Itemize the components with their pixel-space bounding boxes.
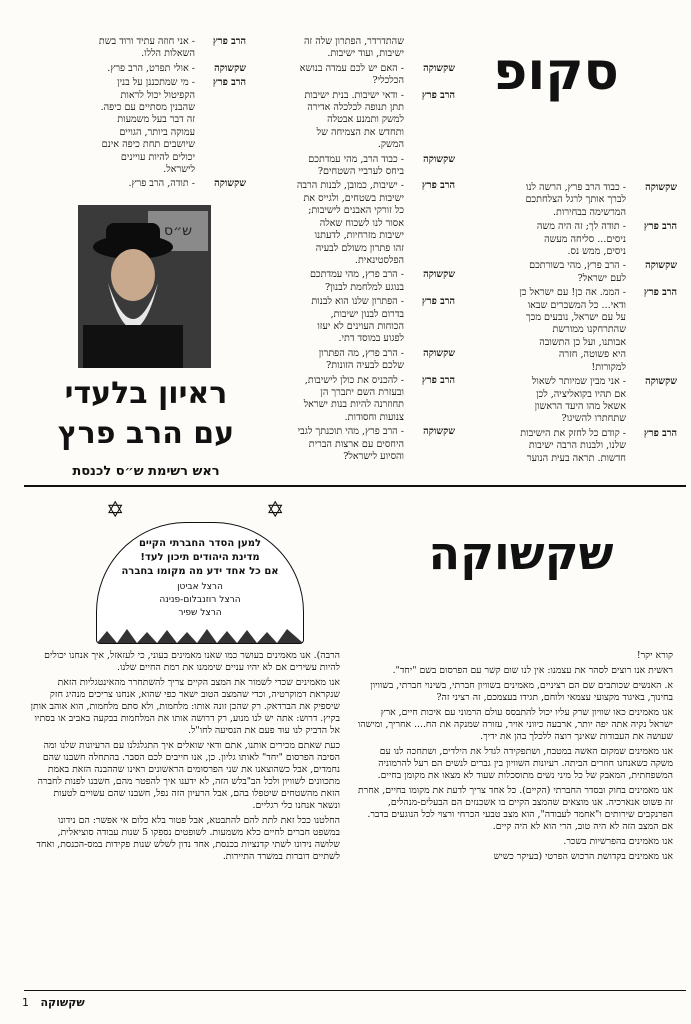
text-line: אם תהיו בקואליציה, לכן <box>536 388 626 400</box>
speaker-text <box>48 77 195 176</box>
interview-exchange <box>247 36 455 61</box>
speaker-label: הרב פרץ <box>643 427 677 439</box>
speaker-label: שקשוקה <box>214 62 246 74</box>
text-line: למשק ותמנע אבטלה <box>327 114 404 126</box>
text-line: המרשימה בבחירות. <box>553 206 626 218</box>
speaker-label: שקשוקה <box>423 269 455 281</box>
interview-exchange <box>48 36 246 61</box>
text-line: - הפתרון שלנו הוא לבנות <box>311 296 404 308</box>
shakshuka-title: שקשוקה <box>428 526 614 580</box>
text-line: בנוגע למלחמת לבנון? <box>324 281 404 293</box>
speaker-label: שקשוקה <box>645 182 677 193</box>
shakshuka-right-column <box>355 650 673 866</box>
speaker-text <box>247 90 404 152</box>
speaker-text <box>469 221 626 258</box>
speaker-text <box>247 296 404 346</box>
interview-exchange <box>247 348 455 373</box>
text-line: שהתדרדר, הפתרון שלה זה <box>303 36 404 47</box>
text-line: שהבנין מסתיים עם כיפה. <box>100 102 195 114</box>
text-line: יכולים להיות עויינים <box>120 151 195 163</box>
interview-headline-2: עם הרב פרץ <box>57 416 235 451</box>
text-line: ישיבות בשטחים, ולגייס את <box>303 192 404 204</box>
speaker-text <box>469 182 626 219</box>
text-line: שהתרחקנו ממורשת <box>552 324 626 336</box>
article-paragraph: ראשית אנו רוצים לסהר את עצמנו: אין לנו שום קשר עם הפרסום בשם "יחד". <box>392 665 673 676</box>
text-line: תתן תנופה לכלכלה אדירה <box>307 102 404 114</box>
page-footer <box>22 996 85 1009</box>
section-divider <box>24 485 686 487</box>
speaker-text <box>48 36 195 61</box>
speaker-text <box>247 269 404 294</box>
interview-exchange <box>247 154 455 179</box>
speaker-label: שקשוקה <box>423 347 455 359</box>
speaker-label: הרב פרץ <box>421 374 455 386</box>
speaker-label: שקשוקה <box>214 178 246 190</box>
text-line: ניסים, ממש נס. <box>567 246 626 258</box>
emblem-line-1: למען הסדר החברתי הקיים <box>138 538 262 549</box>
interview-exchange <box>247 180 455 267</box>
speaker-text <box>469 260 626 285</box>
interview-exchange <box>247 90 455 152</box>
text-line: - אני מבין שמיותר לשאול <box>531 376 626 388</box>
text-line: היא פשוטה, חזרה <box>558 349 626 361</box>
interview-exchange <box>469 376 677 426</box>
interview-exchange <box>48 77 246 176</box>
text-line: הכלכלי? <box>372 75 404 87</box>
text-line: שלנו, ולבנות הרבה ישיבות <box>528 440 626 452</box>
text-line: - ישיבות, כמובן, לבנות הרבה <box>296 180 404 192</box>
text-line: צנועות וחסודות. <box>344 411 404 423</box>
article-paragraph: אנו מאמינים כאו שוויון שרק עליו יכול להתבסס עולם הרמוני עם איכות חיים, ארץ ישראל נקיה אתה יפה יותר, ארבעה כיווני אויר, עזורה שמנקה את הח.... אחריך, ומישהו שעושה את העבודות שאינך רוצה ללכלך בהן את ידיך. <box>357 707 673 742</box>
speaker-label: הרב פרץ <box>421 89 455 101</box>
text-line: אשאל מהו היעד הראשון <box>534 400 626 412</box>
speaker-label: שקשוקה <box>645 376 677 388</box>
text-line: ובעזרת השם יתברך הן <box>320 386 404 398</box>
text-line: המשק. <box>377 139 404 151</box>
emblem-name-3: הרצל שפיר <box>178 608 222 618</box>
text-line: שתחתרו להשיגו? <box>561 413 626 425</box>
speaker-label: שקשוקה <box>423 62 455 74</box>
article-paragraph: קורא יקר! <box>636 650 673 661</box>
text-line: - להכניס את כולן לישיבות, <box>304 374 404 386</box>
speaker-text <box>48 63 195 75</box>
text-line: - תודה, הרב פרץ. <box>128 178 195 190</box>
page-number: 1 <box>22 996 29 1009</box>
text-line: זהו פתרון משולם לבעיה <box>315 242 404 254</box>
interview-headline: ראיון בלעדי <box>64 376 228 411</box>
svg-text:ש״ס: ש״ס <box>163 223 193 239</box>
text-line: - הרב פרץ, מה הפתרון <box>318 347 404 359</box>
article-paragraph: הרבה). אנו מאמינים בעושר כמו שאנו מאמינים בעוני, כי לעזאזל, איך אנחנו יכולים להיות עשירים אם לא יהיו עניים שיממנו את רמת החיים שלנו. <box>44 650 340 673</box>
speaker-text <box>247 348 404 373</box>
text-line: שיושבים תחת כיפה אינם <box>101 139 195 151</box>
speaker-text <box>247 36 404 61</box>
shakshuka-left-column <box>30 650 340 866</box>
speaker-label: הרב פרץ <box>212 77 246 89</box>
text-line: - הממ. אה כן! עם ישראל כן <box>519 287 626 299</box>
interview-exchange <box>469 287 677 374</box>
text-line: - הרב פרץ, מהי בשורתכם <box>529 260 626 272</box>
speaker-text <box>247 154 404 179</box>
interview-exchange <box>469 221 677 258</box>
text-line: היחסים עם ארצות הברית <box>308 438 404 450</box>
text-line: עמוקה ביותר, הגויים <box>119 126 195 138</box>
text-line: בדרום לבנון ישיבות, <box>330 308 404 320</box>
footer-divider <box>24 990 686 991</box>
article-paragraph: אנו מאמינים בחוק ובסדר החברתי (הקיים). כל אחד צריך לדעת את מקומו בחיים, אחרת זה פשוט אנארכיה. אנו מוצאים שהמצב הקיים בו אשכנזים הם הבעלים-מנהלים, הפרנקבים שירותים ו"אחמד לעבודה", הוא מצב טבעי הכרחי ורצוי לכל הנוגעים בדבר. אם המצב הזה לא היה טוב, הרי הוא לא היה קיים. <box>357 785 673 832</box>
interview-exchange <box>48 178 246 190</box>
speaker-text <box>247 375 404 425</box>
text-line: לפגוע במוסד דתי. <box>338 333 404 345</box>
speaker-label: הרב פרץ <box>421 180 455 192</box>
star-of-david-icon: ✡ <box>266 498 285 523</box>
emblem-name-2: הרצל רוזנבלום-פנינה <box>159 595 241 605</box>
skup-interview-column-1 <box>469 182 677 467</box>
interview-exchange <box>469 428 677 465</box>
interview-exchange <box>247 296 455 346</box>
text-line: ודאי... כל המשברים שבאו <box>527 299 626 311</box>
text-line: - הרב פרץ, מהי עמדתכם <box>309 269 404 281</box>
skup-interview-column-3 <box>48 36 246 193</box>
text-line: אבותנו, ועל כן התשובה <box>539 336 626 348</box>
text-line: - תודה לך; זה היה משה <box>536 221 626 233</box>
speaker-text <box>247 63 404 88</box>
speaker-label: שקשוקה <box>423 426 455 438</box>
speaker-text <box>469 287 626 374</box>
interview-exchange <box>247 375 455 425</box>
article-paragraph: החלטנו ככל זאת לתת להם להתבטא, אבל פטור בלא כלום אי אפשר: הם נידונו במשפט חברים לחיים כלא משמעות. לשופטים נספקו 5 שנות עבודה סוציאלית, שלושה נידונו לשתי קדנציות בכנסת, אחד נדון לשלש שנות פקידות במס-הכנסת, ואחד לשתיים דוברות במשרד התיירות. <box>36 815 340 862</box>
interview-exchange <box>469 260 677 285</box>
text-line: על עם ישראל, נובעים מכך <box>525 312 626 324</box>
speaker-label: הרב פרץ <box>421 296 455 308</box>
text-line: השאלות הללו. <box>141 48 195 60</box>
emblem-name-1: הרצל אביטן <box>177 582 223 592</box>
interview-exchange <box>48 63 246 75</box>
text-line: והסיוע לישראל? <box>343 451 404 462</box>
page-label: שקשוקה <box>40 996 85 1009</box>
text-line: - כבוד הרב פרץ, הרשה לנו <box>525 182 626 193</box>
text-line: כל זורקי האבנים לישיבות; <box>308 205 404 217</box>
article-paragraph: אנו מאמינים בהפרשיות בשכר. <box>563 836 673 847</box>
speaker-text <box>247 180 404 267</box>
interview-exchange <box>469 182 677 219</box>
interview-exchange <box>247 269 455 294</box>
interview-exchange <box>247 63 455 88</box>
text-line: הכוחות העוינים לא יעזו <box>317 320 404 332</box>
text-line: ישיבות מזרחיות, לדעתנו <box>314 230 404 242</box>
speaker-text <box>247 426 404 463</box>
speaker-text <box>469 428 626 465</box>
text-line: - אני חוזה עתיד ורוד בשת <box>98 36 195 47</box>
text-line: - האם יש לכם עמדה בנושא <box>299 62 404 74</box>
text-line: - קודם כל לחזק את הישיבות <box>520 427 626 439</box>
text-line: - כבוד הרב, מהי עמדתכם <box>308 153 404 165</box>
text-line: שלכם לבעיה הזונות? <box>326 360 404 372</box>
text-line: - מי שמתכננן על בנין <box>117 77 195 89</box>
text-line: אסור לנו לשכוח שאלה <box>319 217 404 229</box>
text-line: חדשות. תראה בעית הנוער <box>526 452 626 464</box>
speaker-text <box>48 178 195 190</box>
speaker-label: הרב פרץ <box>643 221 677 233</box>
interview-subhead: ראש רשימת ש״ס לכנסת <box>72 464 220 479</box>
article-paragraph: אנו מאמינים בקדושת הרכוש הפרטי (בעיקר כשיש <box>493 851 673 862</box>
text-line: זה דבר בעל משמעות <box>117 114 195 126</box>
text-line: למקורות! <box>591 361 626 373</box>
speaker-label <box>404 36 455 61</box>
text-line: - אולי תפרט, הרב פרץ. <box>107 62 195 74</box>
article-paragraph: אנו מאמינים שכדי לשמור את המצב הקיים צריך להשתחרר מהאינטגליות הזאת שנקראת דמוקרטיה, וכדי שהמצב הטוב ישאר כפי שהוא, אנחנו צריכים מנהיג חזק שיספיק את הברדאק. רק שהכן זונה אותו: מלחמות, ולא סתם מלחמות, הוא אוהב אותן בקיץ. דרוש: אתה יש לנו מנוע, רק דרושה אותו את המלחמות בבקעה באביב או בסתיו אל הדביק לנו עוד פעם את הנסיעה לחו"ל. <box>30 677 340 736</box>
text-line: ניסים... סליחה מעשה <box>544 233 626 245</box>
slogan-emblem <box>96 522 304 644</box>
text-line: ביחס לערביי השטחים? <box>317 166 404 178</box>
article-paragraph: אנו מאמינים שמקום האשה במטבח, ושתפקידה לגדל את הילדים, ושתחכה לנו עם משקה כשאנחנו חוזרים הביתה. רעיונות השוויון בין גברים לנשים הם רעל להרמוניה המשפחתית, המאבק של כל מיני נשים מתוסכלות שעוד לא מצאו את מקומן בחיים. <box>377 746 673 781</box>
skup-interview-column-2 <box>247 36 455 465</box>
text-line: תחוזרנה להיות בנות ישראל <box>303 399 404 411</box>
text-line: הפלסטינאית. <box>354 254 404 266</box>
text-line: הקפיטול יכול לראות <box>120 89 195 101</box>
rabbi-portrait-photo <box>78 205 211 368</box>
text-line: לברך אותך לרגל הצלחתכם <box>525 194 626 206</box>
speaker-label: שקשוקה <box>423 153 455 165</box>
star-of-david-icon: ✡ <box>106 498 125 523</box>
speaker-label: הרב פרץ <box>643 287 677 299</box>
text-line: לישראל. <box>163 164 195 176</box>
text-line: ישיבות, ועוד ישיבות. <box>327 48 404 60</box>
speaker-text <box>469 376 626 426</box>
text-line: - הרב פרץ, מהי תוכנתך לגבי <box>297 426 404 438</box>
speaker-label: הרב פרץ <box>212 36 246 47</box>
speaker-label: שקשוקה <box>645 260 677 272</box>
text-line: - ודאי ישיבות. בנית ישיבות <box>304 89 404 101</box>
emblem-line-3: אם כל אחד ידע מה מקומו בחברה <box>121 566 279 577</box>
text-line: ותחדש את הצמיחה של <box>316 126 404 138</box>
emblem-line-2: מדינת היהודים תיכון לעד! <box>140 552 260 563</box>
skup-title: סקופ <box>493 42 619 102</box>
article-paragraph: כעת שאתם מכירים אותנו, אתם ודאי שואלים איך התגלגלנו עם הרעיונות שלנו ומה הסיבה הפרסום "יחד" לאותו גליון. כן, אנו חייבים לכם הסבר. בהתחלה חשבנו שהם נחמדים, אבל כשהוצאנו את שני הפרסומים הראשונים ראינו שההבנה הזאת באמת מתכוונים לשוויון ולכל הב"בלש הזה, לא ידענו איך להפטר מהם, חשבנו לפנות לחברה הזאת מהשטחים שיטפלו בהם, אבל הרעיון הזה נפל, חשבנו שהם עשויים לטעות ונשאר אנחנו כלי רגליים. <box>37 740 340 811</box>
interview-exchange <box>247 426 455 463</box>
article-paragraph: א. האנשים שכותבים שם הם רציניים, מאמינים בשוויון חברתי, בשינוי חברתי, בשוויון בחינוך, באיגוד מקצועי עצמאי ולוחם, תגידו בעצמכם, זה רציני זה? <box>370 680 673 703</box>
text-line: לעם ישראל? <box>577 272 626 284</box>
